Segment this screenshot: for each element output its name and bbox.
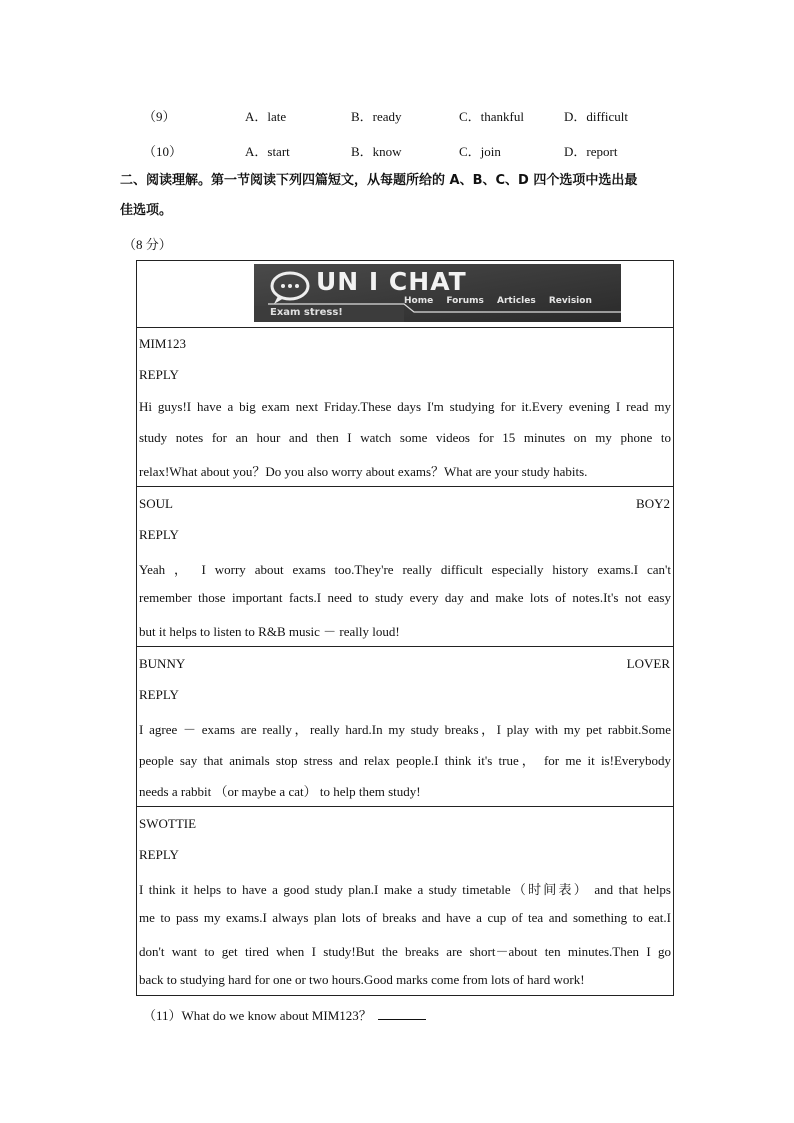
- option-d: D．difficult: [564, 109, 629, 124]
- post-username: BUNNY: [139, 656, 186, 671]
- option-b: B．know: [351, 144, 402, 159]
- forum-post: [137, 647, 673, 807]
- question-number: （9）: [143, 109, 176, 124]
- banner-tagline: Exam stress!: [270, 307, 343, 318]
- post-text-line: but it helps to listen to R&B music － really loud!: [139, 624, 400, 639]
- post-text-line: relax!What about you？Do you also worry about exams？What are your study habits.: [139, 464, 588, 479]
- unichat-banner: [254, 264, 621, 322]
- forum-post: [137, 487, 673, 647]
- post-text-line: don't want to get tired when I study!But the breaks are short－about ten minutes.Then I go: [139, 944, 671, 959]
- post-text-line: study notes for an hour and then I watch some videos for 15 minutes on my phone to: [139, 430, 671, 445]
- question-number: （10）: [143, 144, 183, 159]
- forum-post: [137, 807, 673, 995]
- question-text: （11）What do we know about MIM123？: [143, 1008, 372, 1023]
- option-a: A．late: [245, 109, 287, 124]
- post-text-line: Hi guys!I have a big exam next Friday.These days I'm studying for it.Every evening I read my: [139, 399, 671, 414]
- banner-cell: [137, 261, 673, 328]
- post-username: SOUL: [139, 496, 173, 511]
- forum-post: [137, 327, 673, 487]
- question-11: [143, 1005, 426, 1024]
- forum-table: [136, 260, 674, 996]
- section-score: （8 分）: [123, 237, 172, 252]
- reply-link[interactable]: REPLY: [139, 847, 179, 862]
- logo-text: UN I CHAT: [316, 267, 467, 296]
- reply-link[interactable]: REPLY: [139, 687, 179, 702]
- option-row-9: [0, 106, 794, 126]
- post-text-line: back to studying hard for one or two hours.Good marks come from lots of hard work!: [139, 972, 585, 987]
- nav-revision[interactable]: Revision: [548, 296, 592, 306]
- post-username: MIM123: [139, 336, 186, 351]
- option-row-10: [0, 141, 794, 161]
- reply-link[interactable]: REPLY: [139, 527, 179, 542]
- nav-forums[interactable]: Forums: [446, 296, 484, 306]
- post-text-line: I think it helps to have a good study plan.I make a study timetable（时间表） and that helps: [139, 882, 671, 897]
- option-d: D．report: [564, 144, 618, 159]
- option-c: C．join: [459, 144, 501, 159]
- option-c: C．thankful: [459, 109, 524, 124]
- nav-articles[interactable]: Articles: [497, 296, 536, 306]
- post-text-line: me to pass my exams.I always plan lots of breaks and have a cup of tea and something to eat.I: [139, 910, 671, 925]
- post-text-line: remember those important facts.I need to study every day and make lots of notes.It's not easy: [139, 590, 671, 605]
- section-heading-line2: 佳选项。: [120, 203, 173, 218]
- option-b: B．ready: [351, 109, 402, 124]
- post-text-line: I agree － exams are really，really hard.In my study breaks，I play with my pet rabbit.Some: [139, 722, 671, 737]
- post-text-line: people say that animals stop stress and relax people.I think it's true， for me it is!Everybody: [139, 753, 671, 768]
- post-text-line: needs a rabbit （or maybe a cat） to help them study!: [139, 784, 421, 799]
- section-heading: [120, 166, 690, 226]
- section-heading-line1: 二、阅读理解。第一节阅读下列四篇短文，从每题所给的 A、B、C、D 四个选项中选出最: [120, 173, 638, 188]
- post-username: SWOTTIE: [139, 816, 197, 831]
- post-text-line: Yeah ， I worry about exams too.They're really difficult especially history exams.I can't: [139, 562, 671, 577]
- nav-home[interactable]: Home: [404, 296, 434, 306]
- answer-blank[interactable]: [378, 1007, 426, 1020]
- post-username-suffix: BOY2: [636, 496, 670, 511]
- option-a: A．start: [245, 144, 290, 159]
- post-username-suffix: LOVER: [626, 656, 670, 671]
- reply-link[interactable]: REPLY: [139, 367, 179, 382]
- banner-nav: [404, 296, 592, 306]
